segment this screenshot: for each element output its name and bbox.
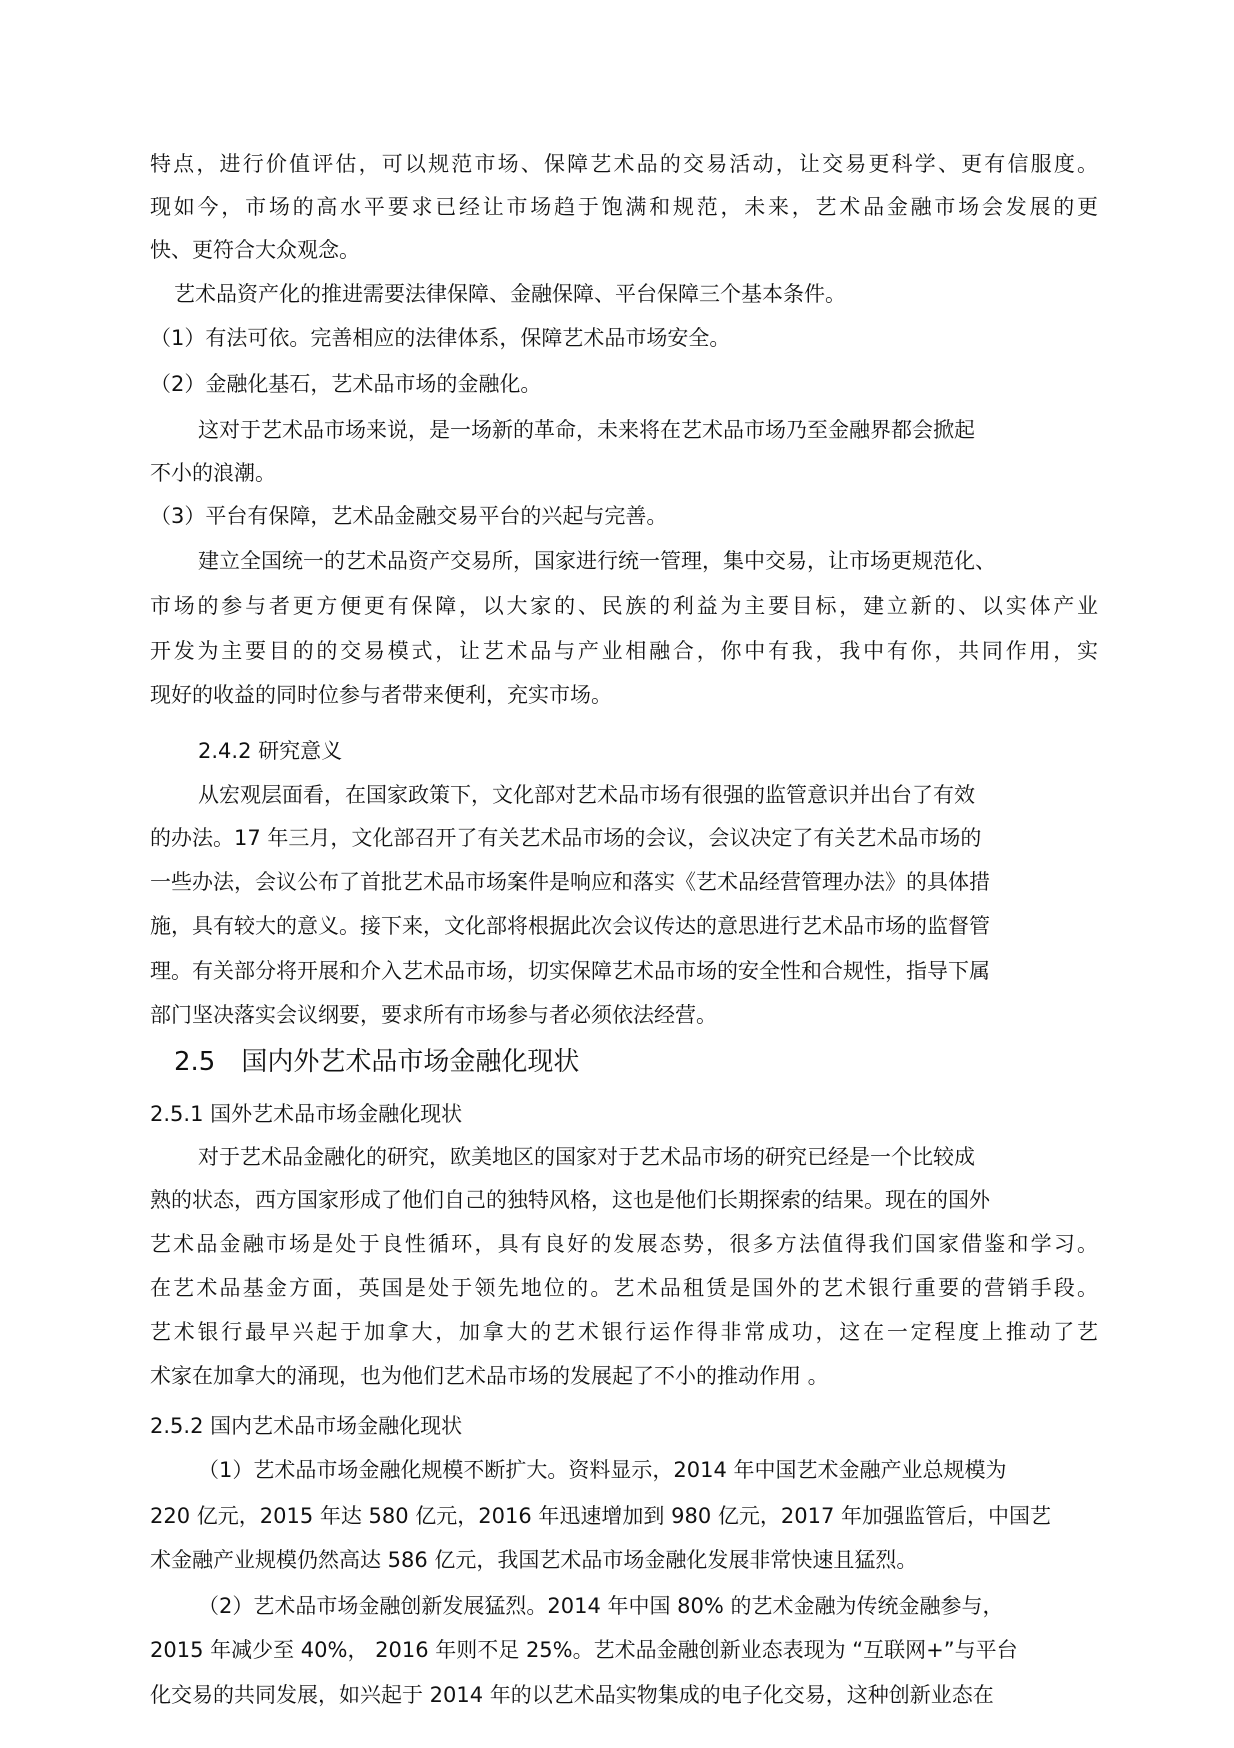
paragraph-line: 理。有关部分将开展和介入艺术品市场，切实保障艺术品市场的安全性和合规性，指导下属: [150, 959, 990, 983]
paragraph-line: 这对于艺术品市场来说，是一场新的革命，未来将在艺术品市场乃至金融界都会掀起: [198, 418, 975, 442]
section-heading-2-5: 2.5 国内外艺术品市场金融化现状: [174, 1047, 580, 1077]
paragraph-line: 艺术品金融市场是处于良性循环，具有良好的发展态势，很多方法值得我们国家借鉴和学习。: [150, 1232, 1098, 1256]
paragraph-line: 熟的状态，西方国家形成了他们自己的独特风格，这也是他们长期探索的结果。现在的国外: [150, 1188, 990, 1212]
section-heading-2-5-1: 2.5.1 国外艺术品市场金融化现状: [150, 1102, 463, 1126]
section-heading-2-4-2: 2.4.2 研究意义: [198, 739, 343, 763]
list-item: （1）有法可依。完善相应的法律体系，保障艺术品市场安全。: [150, 326, 731, 350]
paragraph-line: 的办法。17 年三月，文化部召开了有关艺术品市场的会议，会议决定了有关艺术品市场的: [150, 826, 982, 850]
paragraph-line: （2）艺术品市场金融创新发展猛烈。2014 年中国 80% 的艺术金融为传统金融参与，: [198, 1594, 1004, 1618]
paragraph-line: （1）艺术品市场金融化规模不断扩大。资料显示，2014 年中国艺术金融产业总规模为: [198, 1458, 1007, 1482]
paragraph-line: 开发为主要目的的交易模式，让艺术品与产业相融合，你中有我，我中有你，共同作用，实: [150, 639, 1098, 663]
paragraph-line: 建立全国统一的艺术品资产交易所，国家进行统一管理，集中交易，让市场更规范化、: [198, 549, 996, 573]
paragraph-line: 部门坚决落实会议纲要，要求所有市场参与者必须依法经营。: [150, 1003, 717, 1027]
paragraph-line: 术金融产业规模仍然高达 586 亿元，我国艺术品市场金融化发展非常快速且猛烈。: [150, 1548, 918, 1572]
paragraph-line: 在艺术品基金方面，英国是处于领先地位的。艺术品租赁是国外的艺术银行重要的营销手段。: [150, 1276, 1098, 1300]
list-item: （3）平台有保障，艺术品金融交易平台的兴起与完善。: [150, 504, 668, 528]
paragraph-line: 2015 年减少至 40%， 2016 年则不足 25%。艺术品金融创新业态表现为 “互联网+”与平台: [150, 1638, 1018, 1662]
paragraph-line: 一些办法，会议公布了首批艺术品市场案件是响应和落实《艺术品经营管理办法》的具体措: [150, 870, 990, 894]
paragraph-line: 特点，进行价值评估，可以规范市场、保障艺术品的交易活动，让交易更科学、更有信服度。: [150, 152, 1098, 176]
paragraph-line: 不小的浪潮。: [150, 461, 276, 485]
paragraph-line: 艺术品资产化的推进需要法律保障、金融保障、平台保障三个基本条件。: [174, 282, 846, 306]
paragraph-line: 现好的收益的同时位参与者带来便利，充实市场。: [150, 683, 612, 707]
paragraph-line: 化交易的共同发展，如兴起于 2014 年的以艺术品实物集成的电子化交易，这种创新业态在: [150, 1683, 994, 1707]
paragraph-line: 220 亿元，2015 年达 580 亿元，2016 年迅速增加到 980 亿元，2017 年加强监管后，中国艺: [150, 1504, 1051, 1528]
paragraph-line: 快、更符合大众观念。: [150, 238, 360, 262]
paragraph-line: 艺术银行最早兴起于加拿大，加拿大的艺术银行运作得非常成功，这在一定程度上推动了艺: [150, 1320, 1098, 1344]
list-item: （2）金融化基石，艺术品市场的金融化。: [150, 372, 542, 396]
paragraph-line: 对于艺术品金融化的研究，欧美地区的国家对于艺术品市场的研究已经是一个比较成: [198, 1145, 975, 1169]
paragraph-line: 施，具有较大的意义。接下来，文化部将根据此次会议传达的意思进行艺术品市场的监督管: [150, 914, 990, 938]
paragraph-line: 术家在加拿大的涌现，也为他们艺术品市场的发展起了不小的推动作用 。: [150, 1364, 829, 1388]
section-heading-2-5-2: 2.5.2 国内艺术品市场金融化现状: [150, 1414, 463, 1438]
paragraph-line: 市场的参与者更方便更有保障，以大家的、民族的利益为主要目标，建立新的、以实体产业: [150, 594, 1098, 618]
paragraph-line: 从宏观层面看，在国家政策下，文化部对艺术品市场有很强的监管意识并出台了有效: [198, 783, 975, 807]
paragraph-line: 现如今，市场的高水平要求已经让市场趋于饱满和规范，未来，艺术品金融市场会发展的更: [150, 195, 1098, 219]
